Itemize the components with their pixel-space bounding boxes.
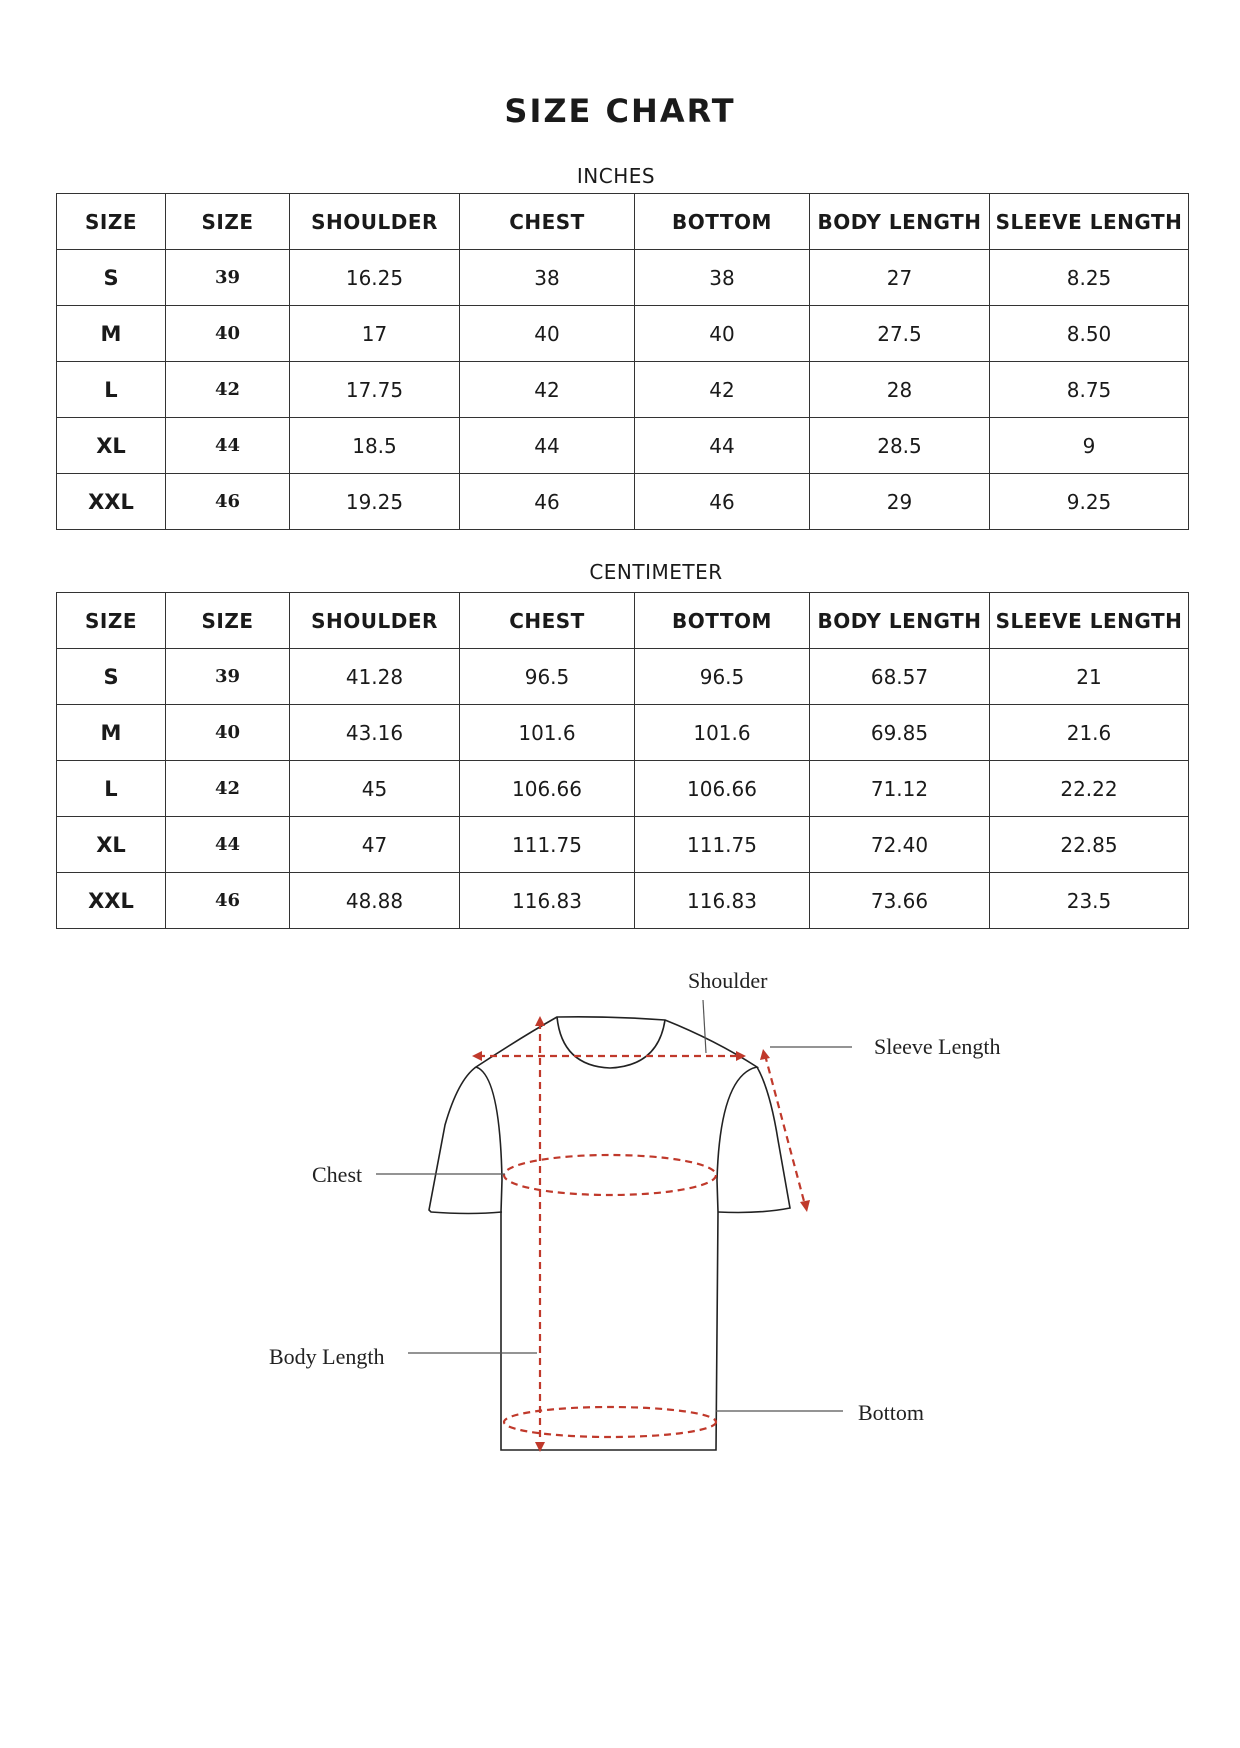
- header-cell: SHOULDER: [290, 593, 460, 649]
- size-label-cell: L: [57, 362, 166, 418]
- measurement-cell: 27: [810, 250, 990, 306]
- table-row: [57, 705, 1189, 761]
- table-row: [57, 761, 1189, 817]
- measurement-cell: 8.75: [990, 362, 1189, 418]
- size-number-cell: 39: [166, 649, 290, 705]
- measurement-cell: 27.5: [810, 306, 990, 362]
- sleeve-length-label: Sleeve Length: [874, 1034, 1001, 1059]
- inches-caption: INCHES: [576, 164, 656, 188]
- measurement-cell: 96.5: [460, 649, 635, 705]
- header-cell: BOTTOM: [635, 194, 810, 250]
- bottom-measure: [504, 1407, 716, 1437]
- page-title: SIZE CHART: [504, 92, 736, 130]
- measurement-cell: 42: [635, 362, 810, 418]
- size-label-cell: S: [57, 649, 166, 705]
- measurement-cell: 19.25: [290, 474, 460, 530]
- measurement-cell: 38: [635, 250, 810, 306]
- header-cell: BOTTOM: [635, 593, 810, 649]
- body-length-label: Body Length: [269, 1344, 385, 1369]
- measurement-cell: 8.25: [990, 250, 1189, 306]
- measurement-cell: 21.6: [990, 705, 1189, 761]
- measurement-cell: 17: [290, 306, 460, 362]
- inches-body: [57, 250, 1189, 530]
- table-row: [57, 418, 1189, 474]
- measurement-cell: 101.6: [460, 705, 635, 761]
- centimeter-table: [56, 592, 1189, 929]
- leader-lines: [376, 1000, 852, 1411]
- size-label-cell: XL: [57, 817, 166, 873]
- measurement-cell: 96.5: [635, 649, 810, 705]
- bottom-label: Bottom: [858, 1400, 925, 1425]
- measurement-cell: 41.28: [290, 649, 460, 705]
- measurement-cell: 116.83: [460, 873, 635, 929]
- measurement-cell: 40: [460, 306, 635, 362]
- header-cell: BODY LENGTH: [810, 593, 990, 649]
- table-row: [57, 873, 1189, 929]
- header-cell: SIZE: [166, 194, 290, 250]
- centimeter-body: [57, 649, 1189, 929]
- tshirt-measurement-diagram: [0, 950, 1240, 1470]
- inches-table: [56, 193, 1189, 530]
- size-label-cell: XXL: [57, 873, 166, 929]
- measurement-cell: 17.75: [290, 362, 460, 418]
- size-number-cell: 46: [166, 873, 290, 929]
- measurement-cell: 73.66: [810, 873, 990, 929]
- measurement-cell: 22.22: [990, 761, 1189, 817]
- measurement-cell: 46: [460, 474, 635, 530]
- header-cell: SIZE: [166, 593, 290, 649]
- size-number-cell: 44: [166, 817, 290, 873]
- measurement-guides: [478, 1022, 805, 1446]
- measurement-cell: 8.50: [990, 306, 1189, 362]
- measurement-cell: 38: [460, 250, 635, 306]
- header-cell: CHEST: [460, 593, 635, 649]
- measurement-cell: 69.85: [810, 705, 990, 761]
- size-number-cell: 40: [166, 306, 290, 362]
- size-number-cell: 40: [166, 705, 290, 761]
- measurement-cell: 40: [635, 306, 810, 362]
- tshirt-outline: [429, 1017, 790, 1450]
- table-row: [57, 306, 1189, 362]
- measurement-cell: 46: [635, 474, 810, 530]
- size-number-cell: 46: [166, 474, 290, 530]
- measurement-cell: 68.57: [810, 649, 990, 705]
- measurement-cell: 106.66: [460, 761, 635, 817]
- measurement-cell: 44: [635, 418, 810, 474]
- measurement-cell: 47: [290, 817, 460, 873]
- size-label-cell: M: [57, 306, 166, 362]
- measurement-cell: 18.5: [290, 418, 460, 474]
- measurement-cell: 106.66: [635, 761, 810, 817]
- table-row: [57, 362, 1189, 418]
- size-label-cell: XL: [57, 418, 166, 474]
- size-number-cell: 39: [166, 250, 290, 306]
- measurement-cell: 116.83: [635, 873, 810, 929]
- measurement-cell: 28.5: [810, 418, 990, 474]
- measurement-cell: 71.12: [810, 761, 990, 817]
- measurement-cell: 101.6: [635, 705, 810, 761]
- measurement-cell: 42: [460, 362, 635, 418]
- size-label-cell: S: [57, 250, 166, 306]
- measurement-cell: 111.75: [635, 817, 810, 873]
- header-cell: SLEEVE LENGTH: [990, 194, 1189, 250]
- header-cell: CHEST: [460, 194, 635, 250]
- header-cell: BODY LENGTH: [810, 194, 990, 250]
- centimeter-caption: CENTIMETER: [589, 560, 723, 584]
- measurement-cell: 48.88: [290, 873, 460, 929]
- size-number-cell: 42: [166, 761, 290, 817]
- chest-measure: [504, 1155, 716, 1195]
- measurement-cell: 22.85: [990, 817, 1189, 873]
- measurement-cell: 21: [990, 649, 1189, 705]
- chest-label: Chest: [312, 1162, 363, 1187]
- measurement-cell: 44: [460, 418, 635, 474]
- header-cell: SLEEVE LENGTH: [990, 593, 1189, 649]
- measurement-cell: 28: [810, 362, 990, 418]
- measurement-cell: 45: [290, 761, 460, 817]
- shoulder-label: Shoulder: [688, 968, 768, 993]
- size-number-cell: 42: [166, 362, 290, 418]
- table-row: [57, 817, 1189, 873]
- measurement-cell: 9: [990, 418, 1189, 474]
- table-row: [57, 474, 1189, 530]
- measurement-cell: 111.75: [460, 817, 635, 873]
- header-cell: SHOULDER: [290, 194, 460, 250]
- header-cell: SIZE: [57, 593, 166, 649]
- measurement-cell: 16.25: [290, 250, 460, 306]
- size-label-cell: M: [57, 705, 166, 761]
- measurement-cell: 72.40: [810, 817, 990, 873]
- measurement-arrowheads: [472, 1016, 810, 1452]
- header-cell: SIZE: [57, 194, 166, 250]
- table-row: [57, 649, 1189, 705]
- size-label-cell: L: [57, 761, 166, 817]
- table-header-row: [57, 593, 1189, 649]
- measurement-cell: 23.5: [990, 873, 1189, 929]
- measurement-cell: 9.25: [990, 474, 1189, 530]
- table-row: [57, 250, 1189, 306]
- size-number-cell: 44: [166, 418, 290, 474]
- measurement-cell: 29: [810, 474, 990, 530]
- measurement-cell: 43.16: [290, 705, 460, 761]
- table-header-row: [57, 194, 1189, 250]
- size-label-cell: XXL: [57, 474, 166, 530]
